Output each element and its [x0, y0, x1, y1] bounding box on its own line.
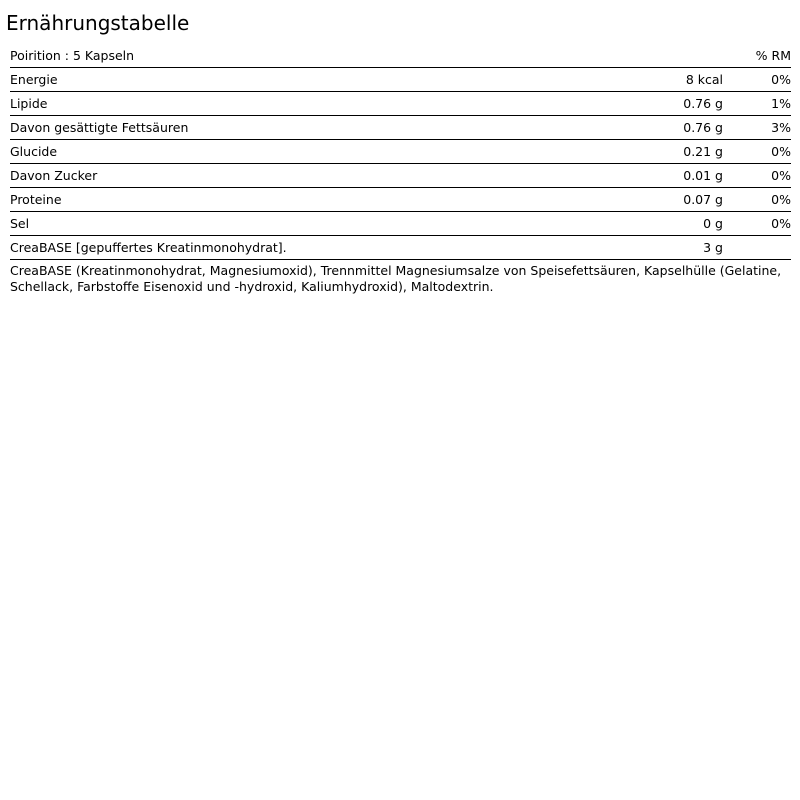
nutrient-amount: 0.76 g — [603, 92, 723, 116]
nutrient-label: Davon gesättigte Fettsäuren — [10, 116, 603, 140]
nutrient-pct: 0% — [723, 140, 791, 164]
table-row — [10, 164, 791, 188]
nutrient-label: Sel — [10, 212, 603, 236]
page-title: Ernährungstabelle — [6, 11, 190, 35]
nutrient-amount: 0.07 g — [603, 188, 723, 212]
nutrient-label: Proteine — [10, 188, 603, 212]
nutrient-amount: 8 kcal — [603, 68, 723, 92]
nutrition-table — [10, 44, 791, 260]
table-row — [10, 116, 791, 140]
header-amount-cell — [603, 44, 723, 68]
nutrient-amount: 3 g — [603, 236, 723, 260]
nutrient-pct: 3% — [723, 116, 791, 140]
nutrient-label: Davon Zucker — [10, 164, 603, 188]
nutrient-pct: 0% — [723, 212, 791, 236]
nutrient-amount: 0.21 g — [603, 140, 723, 164]
nutrient-label: Energie — [10, 68, 603, 92]
table-row — [10, 92, 791, 116]
portion-label: Poirition — [10, 48, 61, 63]
nutrient-pct: 0% — [723, 164, 791, 188]
pct-header: % RM — [723, 44, 791, 68]
nutrient-label: Glucide — [10, 140, 603, 164]
portion-value: : 5 Kapseln — [60, 48, 135, 63]
table-row — [10, 212, 791, 236]
nutrient-amount: 0.01 g — [603, 164, 723, 188]
table-row — [10, 188, 791, 212]
ingredients-text: CreaBASE (Kreatinmonohydrat, Magnesiumoxid), Trennmittel Magnesiumsalze von Speisefettsäuren, Kapselhülle (Gelatine, Schellack, Farbstoffe Eisenoxid und -hydroxid, Kaliumhydroxid), Maltodextrin. — [10, 263, 782, 294]
nutrient-pct: 0% — [723, 68, 791, 92]
table-row — [10, 68, 791, 92]
nutrient-label: Lipide — [10, 92, 603, 116]
nutrient-amount: 0 g — [603, 212, 723, 236]
table-row — [10, 236, 791, 260]
nutrient-amount: 0.76 g — [603, 116, 723, 140]
nutrient-pct — [723, 236, 791, 260]
table-row — [10, 140, 791, 164]
nutrient-pct: 0% — [723, 188, 791, 212]
portion-cell — [10, 44, 603, 68]
nutrient-label: CreaBASE [gepuffertes Kreatinmonohydrat]. — [10, 236, 603, 260]
nutrient-pct: 1% — [723, 92, 791, 116]
table-header-row — [10, 44, 791, 68]
